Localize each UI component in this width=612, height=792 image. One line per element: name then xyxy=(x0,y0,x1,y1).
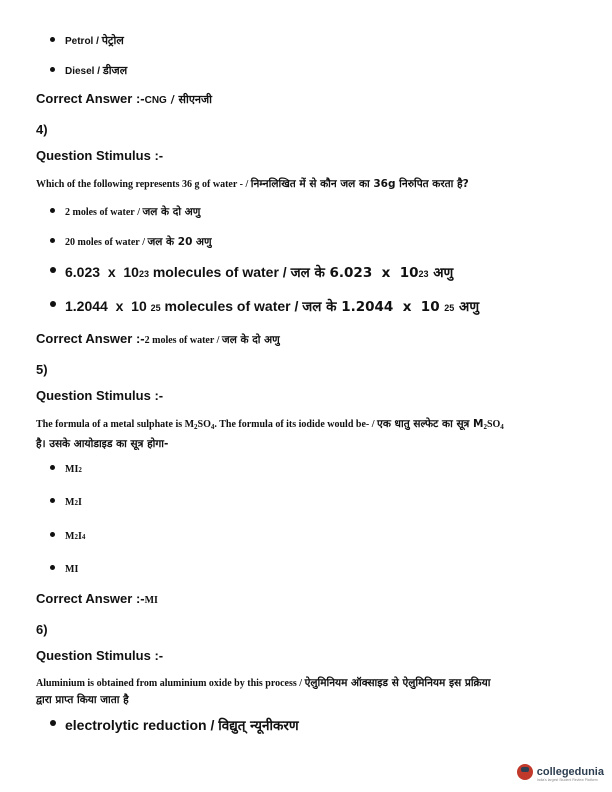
bullet-icon xyxy=(50,720,56,726)
question-number: 5) xyxy=(36,362,48,377)
bullet-icon xyxy=(50,465,55,470)
question-text-hi: द्वारा प्राप्त किया जाता है xyxy=(36,694,129,706)
bullet-icon xyxy=(50,565,55,570)
list-item xyxy=(50,564,78,575)
answer-text-en: CNG xyxy=(144,95,167,106)
correct-answer: Correct Answer :-CNG / सीएनजी xyxy=(36,91,213,106)
exponent: 23 xyxy=(418,269,429,279)
stimulus-label: Question Stimulus :- xyxy=(36,148,164,163)
subscript: 2 xyxy=(74,533,78,541)
subscript: 2 xyxy=(74,499,78,507)
stimulus-label: Question Stimulus :- xyxy=(36,648,164,663)
bullet-icon xyxy=(50,267,56,273)
list-item xyxy=(50,297,479,315)
option-text-hi: अणु xyxy=(454,299,480,315)
bullet-icon xyxy=(50,498,55,503)
subscript: 4 xyxy=(500,423,504,431)
list-item xyxy=(50,531,85,542)
correct-answer: Correct Answer :-2 moles of water / जल के दो अणु xyxy=(36,331,280,346)
exponent: 23 xyxy=(138,269,149,279)
answer-label: Correct Answer :- xyxy=(36,331,145,346)
subscript: 2 xyxy=(194,423,198,431)
option-text-hi: डीजल xyxy=(102,64,128,77)
question-number: 4) xyxy=(36,122,48,137)
question-text-en: The formula of a metal sulphate is M xyxy=(36,419,195,430)
list-item: 2 moles of water / जल के दो अणु xyxy=(50,205,200,219)
list-item xyxy=(50,464,82,475)
question-text xyxy=(36,674,581,708)
list-item: 20 moles of water / जल के 20 अणु xyxy=(50,235,212,249)
option-text-en: 1.2044 x 10 xyxy=(65,298,151,314)
question-text: The formula of a metal sulphate is $M_2SO_4$. The formula of its iodide would be- / एक धातु सल्फेट का सूत्र $M_2SO_4$ है। उसके आयोडाइड का सूत्र होगा- xyxy=(36,418,504,450)
option-text-hi: अणु xyxy=(428,265,454,281)
subscript: 4 xyxy=(81,533,86,541)
bullet-icon xyxy=(50,301,56,307)
exponent: 25 xyxy=(444,303,455,313)
exponent: 25 xyxy=(150,303,161,313)
logo-text: collegedunia xyxy=(536,766,604,778)
option-text: M xyxy=(65,497,75,508)
option-text-hi: जल के 20 अणु xyxy=(147,236,212,248)
question-number: 6) xyxy=(36,622,48,637)
logo-tagline: India's largest Student Review Platform xyxy=(536,778,598,782)
option-text-hi: पेट्रोल xyxy=(101,34,124,47)
option-text-hi: विद्युत् न्यूनीकरण xyxy=(218,718,299,734)
option-text-hi: जल के दो अणु xyxy=(142,206,201,218)
option-text: I xyxy=(77,531,82,542)
answer-text-hi: सीएनजी xyxy=(178,93,213,106)
option-text-en: 2 moles of water xyxy=(65,207,135,218)
question-text-hi: है। उसके आयोडाइड का सूत्र होगा- xyxy=(36,438,169,450)
answer-text-en: MI xyxy=(144,595,158,606)
list-item xyxy=(50,263,453,281)
option-text-hi: जल के 1.2044 x 10 xyxy=(302,299,445,315)
option-text-hi: जल के 6.023 x 10 xyxy=(290,265,419,281)
answer-label: Correct Answer :- xyxy=(36,591,145,606)
question-text-en: SO xyxy=(197,419,211,430)
list-item: Petrol / पेट्रोल xyxy=(50,33,124,48)
option-text-en: Diesel xyxy=(65,66,95,77)
question-text-hi: निम्नलिखित में से कौन जल का 36g निरुपित करता है? xyxy=(250,178,469,190)
question-text-en: . The formula of its iodide would be- xyxy=(214,419,370,430)
option-text: M xyxy=(65,531,75,542)
bullet-icon xyxy=(50,208,55,213)
option-text-en: Petrol xyxy=(65,36,94,47)
question-text-hi: SO xyxy=(486,419,501,430)
question-text-en: Which of the following represents 36 g of water - xyxy=(36,179,246,190)
option-text-en: 20 moles of water xyxy=(65,237,140,248)
option-text-en: 6.023 x 10 xyxy=(65,264,139,280)
collegedunia-logo xyxy=(517,764,604,780)
question-text: Which of the following represents 36 g of water - / निम्नलिखित में से कौन जल का 36g निरुपित करता है? xyxy=(36,178,469,190)
answer-label: Correct Answer :- xyxy=(36,91,145,106)
subscript: 2 xyxy=(483,423,487,431)
option-text-en: molecules of water / xyxy=(148,264,291,280)
option-text-en: electrolytic reduction / xyxy=(65,717,219,733)
bullet-icon xyxy=(50,67,55,72)
correct-answer xyxy=(36,590,158,608)
bullet-icon xyxy=(50,532,55,537)
option-text-en: molecules of water / xyxy=(160,298,303,314)
list-item: Diesel / डीजल xyxy=(50,63,127,78)
subscript: 2 xyxy=(78,466,82,474)
answer-text-en: 2 moles of water xyxy=(144,335,215,346)
answer-text-hi: जल के दो अणु xyxy=(221,334,280,346)
list-item xyxy=(50,716,299,734)
list-item xyxy=(50,497,82,508)
subscript: 4 xyxy=(210,423,215,431)
bullet-icon xyxy=(50,37,55,42)
question-text-en: Aluminium is obtained from aluminium oxide by this process / xyxy=(36,678,305,689)
question-text-hi: एक धातु सल्फेट का सूत्र M xyxy=(377,418,484,430)
option-text: MI xyxy=(65,464,79,475)
option-text: MI xyxy=(65,564,79,575)
question-text-hi: ऐलुमिनियम ऑक्साइड से ऐलुमिनियम इस प्रक्रिया xyxy=(304,677,491,689)
stimulus-label: Question Stimulus :- xyxy=(36,388,164,403)
bullet-icon xyxy=(50,238,55,243)
option-text: I xyxy=(77,497,82,508)
logo-icon xyxy=(517,764,533,780)
